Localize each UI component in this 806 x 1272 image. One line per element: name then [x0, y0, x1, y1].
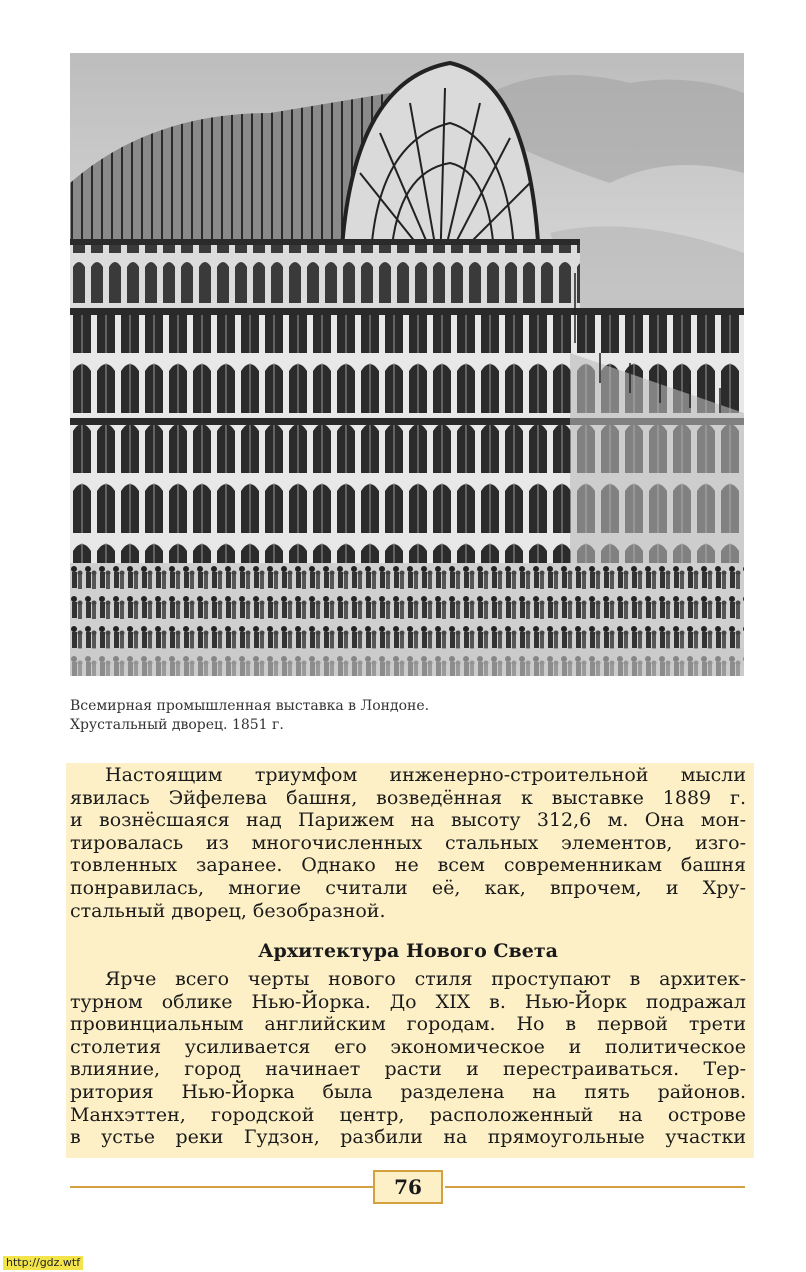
paragraph-new-world: [70, 968, 746, 1149]
text-line: в устье реки Гудзон, разбили на прямоугольные участки: [70, 1126, 746, 1149]
text-line: тировалась из многочисленных стальных элементов, изго-: [70, 831, 746, 854]
text-line: Настоящим триумфом инженерно-строительной мысли: [105, 764, 746, 786]
caption-line: Хрустальный дворец. 1851 г.: [70, 717, 284, 733]
footer-rule-left: [70, 1186, 373, 1188]
footer-rule-right: [445, 1186, 745, 1188]
text-line: турном облике Нью-Йорка. До XIX в. Нью-Йорк подражал: [70, 990, 746, 1013]
paragraph-eiffel: [70, 764, 746, 922]
caption-line: Всемирная промышленная выставка в Лондоне.: [70, 698, 430, 714]
crystal-palace-engraving: [70, 53, 744, 676]
text-line: Манхэттен, городской центр, расположенный на острове: [70, 1103, 746, 1126]
page-number: 76: [373, 1170, 443, 1204]
watermark-link[interactable]: http://gdz.wtf: [3, 1256, 83, 1270]
text-line: Ярче всего черты нового стиля проступают в архитек-: [105, 968, 746, 990]
text-line: провинциальным английским городам. Но в первой трети: [70, 1013, 746, 1036]
text-line: и вознёсшаяся над Парижем на высоту 312,6 м. Она мон-: [70, 809, 746, 832]
text-line: ритория Нью-Йорка была разделена на пять районов.: [70, 1080, 746, 1103]
section-heading: Архитектура Нового Света: [258, 940, 558, 962]
text-line: столетия усиливается его экономическое и политическое: [70, 1035, 746, 1058]
text-line: явилась Эйфелева башня, возведённая к выставке 1889 г.: [70, 786, 746, 809]
text-line: понравилась, многие считали её, как, впрочем, и Хру-: [70, 876, 746, 899]
text-line: товленных заранее. Однако не всем современникам башня: [70, 854, 746, 877]
text-line: влияние, город начинает расти и перестраиваться. Тер-: [70, 1058, 746, 1081]
figure-caption: [70, 697, 670, 735]
text-line: стальный дворец, безобразной.: [70, 899, 386, 922]
